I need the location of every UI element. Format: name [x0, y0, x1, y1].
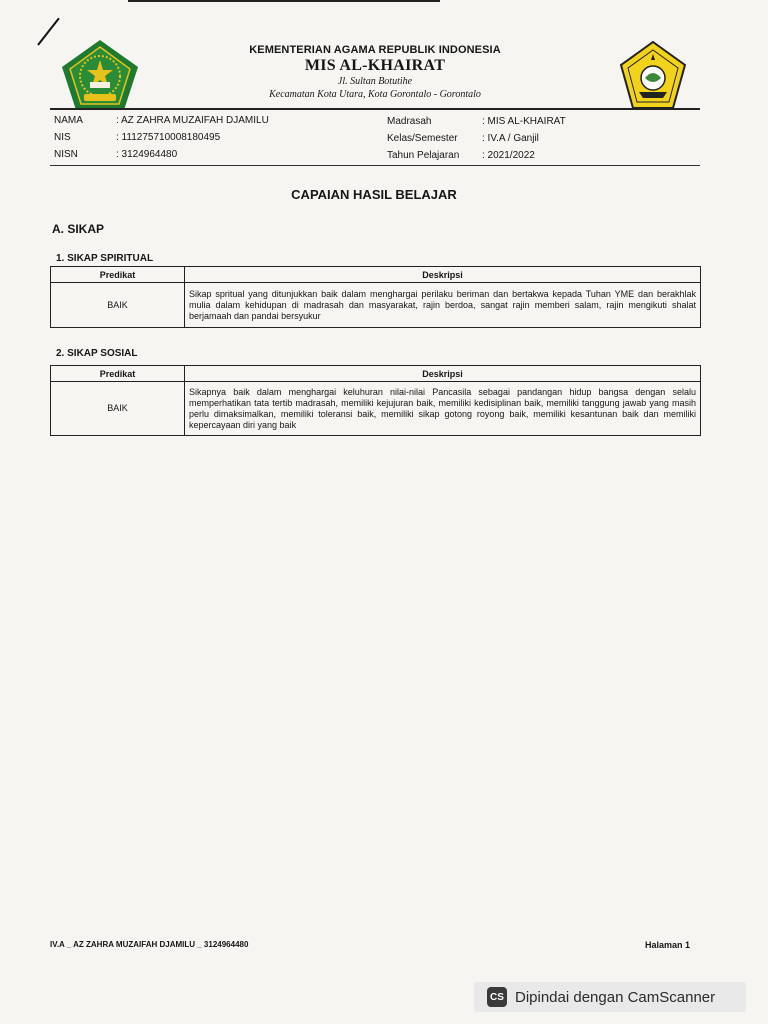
- sosial-table: [50, 365, 701, 436]
- kemenag-logo-icon: [60, 38, 140, 112]
- deskripsi-header: Deskripsi: [185, 267, 701, 283]
- camscanner-watermark: [474, 982, 746, 1012]
- spiritual-deskripsi: Sikap spritual yang ditunjukkan baik dalam menghargai perilaku beriman dan bertakwa kepada Tuhan YME dan berakhlak mulia dalam kehidupan di madrasah dan masyarakat, rajin berdoa, sangat rajin memberi salam, rajin mengikuti shalat berjamaah dan pandai bersyukur: [185, 283, 701, 328]
- footer-student-id: IV.A _ AZ ZAHRA MUZAIFAH DJAMILU _ 3124964480: [50, 940, 249, 949]
- camscanner-icon: CS: [487, 987, 507, 1007]
- address-line-2: Kecamatan Kota Utara, Kota Gorontalo - Gorontalo: [269, 89, 481, 100]
- alkhairat-logo-icon: [619, 40, 687, 110]
- table-row: [51, 283, 701, 328]
- deskripsi-header: Deskripsi: [185, 366, 701, 382]
- sosial-heading: 2. SIKAP SOSIAL: [56, 348, 138, 359]
- kelas-value: : IV.A / Ganjil: [482, 133, 539, 144]
- sosial-predikat: BAIK: [51, 382, 185, 436]
- nisn-value: : 3124964480: [116, 149, 178, 160]
- madrasah-label: Madrasah: [387, 116, 432, 127]
- scan-edge-line: [128, 0, 440, 2]
- address-line-1: Jl. Sultan Botutihe: [337, 76, 413, 87]
- spiritual-table: [50, 266, 701, 328]
- sosial-deskripsi: Sikapnya baik dalam menghargai keluhuran nilai-nilai Pancasila sebagai pandangan hidup bangsa dengan selalu memperhatikan tata tertib madrasah, memiliki kejujuran baik, memiliki kedisiplinan baik, memiliki tanggung jawab yang masih perlu dimaksimalkan, memiliki toleransi baik, memiliki sikap gotong royong baik, memiliki kesantunan baik dan memiliki kepercayaan diri yang baik: [185, 382, 701, 436]
- predikat-header: Predikat: [51, 267, 185, 283]
- tahun-value: : 2021/2022: [482, 150, 535, 161]
- student-info-left: [54, 113, 354, 163]
- nis-label: NIS: [54, 132, 71, 143]
- school-name: MIS AL-KHAIRAT: [304, 57, 446, 74]
- name-label: NAMA: [54, 115, 83, 126]
- info-divider: [50, 165, 700, 166]
- predikat-header: Predikat: [51, 366, 185, 382]
- nis-value: : 111275710008180495: [116, 132, 221, 143]
- header-divider: [50, 108, 700, 110]
- camscanner-label: Dipindai dengan CamScanner: [515, 988, 716, 1006]
- ministry-name: KEMENTERIAN AGAMA REPUBLIK INDONESIA: [249, 44, 501, 56]
- nisn-label: NISN: [54, 149, 78, 160]
- name-value: : AZ ZAHRA MUZAIFAH DJAMILU: [116, 115, 269, 126]
- madrasah-value: : MIS AL-KHAIRAT: [482, 116, 566, 127]
- tahun-label: Tahun Pelajaran: [387, 150, 460, 161]
- letterhead: [200, 44, 550, 101]
- table-header-row: [51, 366, 701, 382]
- page-number: Halaman 1: [645, 940, 691, 950]
- kelas-label: Kelas/Semester: [387, 133, 458, 144]
- table-header-row: [51, 267, 701, 283]
- spiritual-heading: 1. SIKAP SPIRITUAL: [56, 253, 154, 264]
- document-title: CAPAIAN HASIL BELAJAR: [291, 187, 457, 202]
- spiritual-predikat: BAIK: [51, 283, 185, 328]
- student-info-right: [387, 114, 687, 164]
- table-row: [51, 382, 701, 436]
- section-a-heading: A. SIKAP: [52, 222, 105, 236]
- pen-mark: [37, 18, 60, 46]
